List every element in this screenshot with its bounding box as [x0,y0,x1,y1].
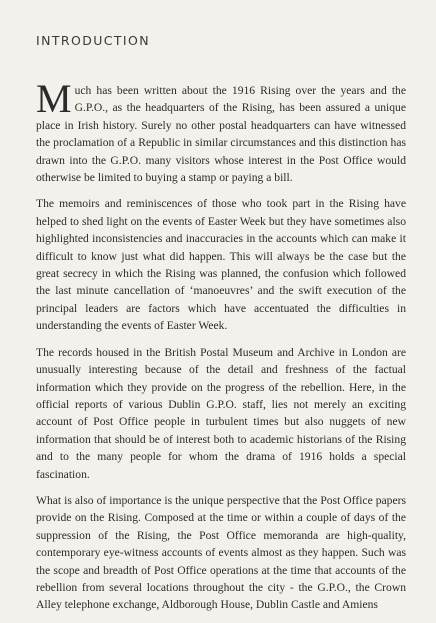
paragraph-2: The memoirs and reminiscences of those who took part in the Rising have helped to shed light on the events of Easter Week but they have sometimes also highlighted inconsistencies and inaccuracies in the accounts which can make it difficult to know just what did happen. This will always be the case but the great secrecy in which the Rising was planned, the confusion which followed the last minute cancellation of ‘manoeuvres’ and the swift execution of the principal leaders are factors which have accentuated the difficulties in understanding the events of Easter Week. [36,197,406,333]
paragraph-1 [36,76,406,186]
drop-cap: M [36,76,72,121]
chapter-body [36,76,406,623]
paragraph-4: What is also of importance is the unique perspective that the Post Office papers provide on the Rising. Composed at the time or within a couple of days of the suppression of the Rising, the Post Office memoranda are high-quality, contemporary eye-witness accounts of events almost as they happen. Such was the scope and breadth of Post Office operations at the time that accounts of the rebellion from several locations throughout the city - the G.P.O., the Crown Alley telephone exchange, Aldborough House, Dublin Castle and Amiens [36,493,406,612]
paragraph-1-text: uch has been written about the 1916 Rising over the years and the G.P.O., as the headquarters of the Rising, has been assured a unique place in Irish history. Surely no other postal headquarters can have witnessed the proclamation of a Republic in similar circumstances and this distinction has drawn into the G.P.O. many visitors whose interest in the Post Office would otherwise be limited to buying a stamp or paying a bill. [36,84,406,185]
chapter-heading: INTRODUCTION [36,33,151,48]
paragraph-3: The records housed in the British Postal Museum and Archive in London are unusually interesting because of the detail and freshness of the factual information which they provide on the progress of the rebellion. Here, in the official reports of various Dublin G.P.O. staff, lies not merely an exciting account of Post Office people in turbulent times but also nuggets of new information that should be of interest both to academic historians of the Rising and to the many people for whom the drama of 1916 holds a special fascination. [36,345,406,481]
